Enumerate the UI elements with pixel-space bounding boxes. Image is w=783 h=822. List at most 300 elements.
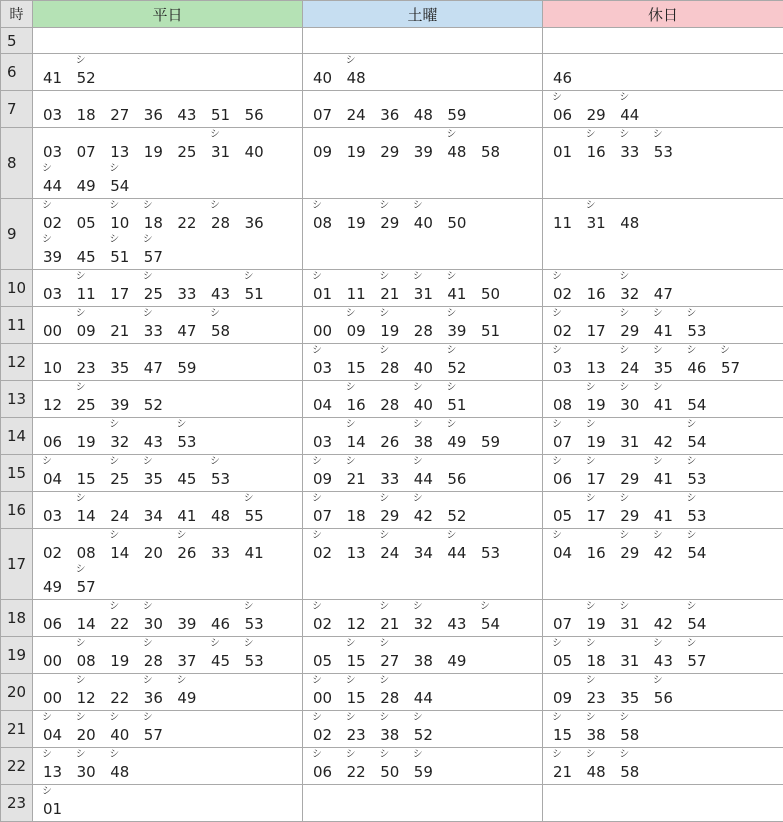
- departure-time: [310, 456, 344, 490]
- departure-minute: 12: [77, 689, 96, 707]
- departure-time: [310, 345, 344, 379]
- departure-minute: 36: [144, 689, 163, 707]
- departure-time: [74, 55, 108, 89]
- terminal-marker: シ: [210, 638, 220, 650]
- departure-minute: 09: [347, 322, 366, 340]
- departure-minute: 40: [414, 359, 433, 377]
- hour-column-header: 時: [1, 1, 33, 28]
- departure-minute: 54: [687, 615, 706, 633]
- departure-time: [550, 675, 584, 709]
- terminal-marker: シ: [42, 749, 52, 761]
- departure-minute: 40: [414, 214, 433, 232]
- terminal-marker: シ: [143, 271, 153, 283]
- terminal-marker: シ: [653, 456, 663, 468]
- departure-time: [411, 493, 445, 527]
- terminal-marker: シ: [143, 308, 153, 320]
- holiday-times-cell: [543, 785, 783, 822]
- departure-time: [107, 675, 141, 709]
- terminal-marker: シ: [76, 55, 86, 67]
- hour-row: [1, 381, 783, 418]
- departure-time: [174, 456, 208, 490]
- weekday-times-cell: [33, 748, 303, 785]
- departure-time: [344, 129, 378, 163]
- departure-minute: 53: [177, 433, 196, 451]
- terminal-marker: シ: [143, 456, 153, 468]
- departure-minute: 19: [77, 433, 96, 451]
- departure-minute: 57: [77, 578, 96, 596]
- departure-time: [344, 92, 378, 126]
- departure-time: [40, 200, 74, 234]
- departure-time: [141, 308, 175, 342]
- departure-time: [651, 345, 685, 379]
- saturday-times-cell: [303, 54, 543, 91]
- departure-time: [74, 564, 108, 598]
- timetable-body: [1, 28, 783, 822]
- departure-time: [444, 601, 478, 635]
- hour-row: [1, 128, 783, 199]
- departure-minute: 13: [347, 544, 366, 562]
- departure-minute: 21: [380, 285, 399, 303]
- departure-minute: 33: [144, 322, 163, 340]
- departure-minute: 28: [211, 214, 230, 232]
- terminal-marker: シ: [653, 345, 663, 357]
- departure-time: [411, 92, 445, 126]
- departure-time: [74, 308, 108, 342]
- terminal-marker: シ: [653, 638, 663, 650]
- departure-time: [584, 382, 618, 416]
- departure-minute: 23: [347, 726, 366, 744]
- terminal-marker: シ: [244, 271, 254, 283]
- departure-minute: 17: [110, 285, 129, 303]
- departure-time: [40, 129, 74, 163]
- terminal-marker: シ: [686, 345, 696, 357]
- departure-minute: 53: [245, 652, 264, 670]
- departure-time: [208, 92, 242, 126]
- terminal-marker: シ: [109, 234, 119, 246]
- departure-time: [40, 271, 74, 305]
- departure-minute: 57: [144, 248, 163, 266]
- departure-time: [74, 419, 108, 453]
- departure-minute: 47: [177, 322, 196, 340]
- departure-time: [617, 638, 651, 672]
- departure-time: [550, 712, 584, 746]
- departure-minute: 02: [313, 544, 332, 562]
- departure-minute: 15: [347, 652, 366, 670]
- departure-minute: 02: [313, 726, 332, 744]
- departure-time: [584, 530, 618, 564]
- terminal-marker: シ: [346, 712, 356, 724]
- departure-time: [141, 200, 175, 234]
- departure-minute: 57: [721, 359, 740, 377]
- departure-time: [444, 382, 478, 416]
- departure-time: [141, 530, 175, 564]
- departure-time: [617, 345, 651, 379]
- departure-minute: 10: [110, 214, 129, 232]
- departure-time: [444, 638, 478, 672]
- departure-time: [242, 200, 276, 234]
- departure-minute: 09: [553, 689, 572, 707]
- departure-minute: 00: [43, 689, 62, 707]
- departure-minute: 52: [77, 69, 96, 87]
- departure-minute: 16: [347, 396, 366, 414]
- departure-minute: 00: [313, 322, 332, 340]
- departure-minute: 21: [110, 322, 129, 340]
- departure-minute: 03: [43, 106, 62, 124]
- departure-minute: 22: [110, 615, 129, 633]
- departure-minute: 43: [654, 652, 673, 670]
- departure-time: [40, 712, 74, 746]
- departure-time: [208, 530, 242, 564]
- departure-minute: 08: [313, 214, 332, 232]
- holiday-times-cell: [543, 307, 783, 344]
- departure-minute: 16: [587, 285, 606, 303]
- departure-minute: 06: [43, 615, 62, 633]
- hour-label: 7: [1, 91, 33, 128]
- departure-minute: 44: [447, 544, 466, 562]
- departure-time: [411, 456, 445, 490]
- departure-time: [550, 55, 584, 89]
- departure-time: [617, 712, 651, 746]
- departure-minute: 55: [245, 507, 264, 525]
- departure-time: [208, 601, 242, 635]
- departure-minute: 31: [620, 615, 639, 633]
- departure-time: [344, 308, 378, 342]
- departure-minute: 20: [77, 726, 96, 744]
- terminal-marker: シ: [586, 675, 596, 687]
- departure-minute: 49: [447, 652, 466, 670]
- departure-time: [310, 712, 344, 746]
- departure-minute: 41: [177, 507, 196, 525]
- departure-time: [478, 530, 512, 564]
- departure-time: [174, 92, 208, 126]
- departure-minute: 29: [620, 470, 639, 488]
- terminal-marker: シ: [76, 638, 86, 650]
- departure-minute: 48: [587, 763, 606, 781]
- departure-minute: 58: [620, 763, 639, 781]
- departure-time: [377, 419, 411, 453]
- departure-minute: 32: [620, 285, 639, 303]
- departure-minute: 07: [313, 106, 332, 124]
- departure-minute: 47: [654, 285, 673, 303]
- departure-minute: 18: [347, 507, 366, 525]
- departure-time: [444, 308, 478, 342]
- departure-time: [617, 530, 651, 564]
- departure-time: [344, 419, 378, 453]
- departure-time: [377, 638, 411, 672]
- departure-minute: 06: [553, 106, 572, 124]
- terminal-marker: シ: [143, 601, 153, 613]
- departure-time: [74, 493, 108, 527]
- terminal-marker: シ: [446, 271, 456, 283]
- departure-time: [310, 638, 344, 672]
- departure-time: [411, 345, 445, 379]
- terminal-marker: シ: [210, 456, 220, 468]
- departure-time: [684, 530, 718, 564]
- terminal-marker: シ: [413, 456, 423, 468]
- departure-minute: 08: [553, 396, 572, 414]
- departure-time: [584, 712, 618, 746]
- departure-time: [107, 601, 141, 635]
- departure-time: [344, 345, 378, 379]
- departure-time: [40, 163, 74, 197]
- hour-row: [1, 748, 783, 785]
- terminal-marker: シ: [76, 564, 86, 576]
- departure-time: [242, 92, 276, 126]
- terminal-marker: シ: [619, 382, 629, 394]
- terminal-marker: シ: [346, 419, 356, 431]
- departure-minute: 59: [447, 106, 466, 124]
- terminal-marker: シ: [346, 749, 356, 761]
- terminal-marker: シ: [379, 271, 389, 283]
- departure-time: [208, 129, 242, 163]
- departure-time: [377, 129, 411, 163]
- departure-time: [550, 92, 584, 126]
- departure-time: [208, 200, 242, 234]
- departure-minute: 25: [177, 143, 196, 161]
- weekday-times-cell: [33, 91, 303, 128]
- departure-time: [617, 456, 651, 490]
- departure-minute: 02: [553, 322, 572, 340]
- weekday-times-cell: [33, 28, 303, 54]
- departure-time: [40, 345, 74, 379]
- departure-time: [411, 601, 445, 635]
- departure-time: [107, 345, 141, 379]
- departure-time: [310, 382, 344, 416]
- departure-minute: 03: [313, 359, 332, 377]
- departure-minute: 53: [654, 143, 673, 161]
- terminal-marker: シ: [619, 308, 629, 320]
- hour-label: 11: [1, 307, 33, 344]
- departure-time: [377, 382, 411, 416]
- terminal-marker: シ: [686, 601, 696, 613]
- terminal-marker: シ: [552, 419, 562, 431]
- holiday-times-cell: [543, 418, 783, 455]
- departure-minute: 54: [687, 433, 706, 451]
- departure-time: [411, 530, 445, 564]
- hour-row: [1, 28, 783, 54]
- holiday-times-cell: [543, 91, 783, 128]
- terminal-marker: シ: [42, 456, 52, 468]
- departure-minute: 41: [654, 470, 673, 488]
- departure-time: [107, 456, 141, 490]
- terminal-marker: シ: [76, 712, 86, 724]
- departure-time: [411, 200, 445, 234]
- departure-time: [617, 601, 651, 635]
- terminal-marker: シ: [312, 271, 322, 283]
- departure-time: [444, 456, 478, 490]
- departure-minute: 07: [553, 433, 572, 451]
- departure-time: [40, 786, 74, 820]
- terminal-marker: シ: [312, 749, 322, 761]
- saturday-times-cell: [303, 492, 543, 529]
- departure-minute: 19: [347, 143, 366, 161]
- departure-minute: 38: [414, 433, 433, 451]
- departure-minute: 52: [414, 726, 433, 744]
- holiday-times-cell: [543, 637, 783, 674]
- departure-minute: 33: [620, 143, 639, 161]
- departure-time: [40, 493, 74, 527]
- terminal-marker: シ: [346, 675, 356, 687]
- terminal-marker: シ: [446, 129, 456, 141]
- departure-time: [584, 419, 618, 453]
- terminal-marker: シ: [413, 382, 423, 394]
- terminal-marker: シ: [586, 456, 596, 468]
- departure-time: [74, 271, 108, 305]
- departure-time: [174, 493, 208, 527]
- terminal-marker: シ: [312, 675, 322, 687]
- departure-time: [344, 675, 378, 709]
- departure-minute: 39: [414, 143, 433, 161]
- departure-time: [74, 129, 108, 163]
- holiday-times-cell: [543, 128, 783, 199]
- departure-minute: 14: [110, 544, 129, 562]
- departure-minute: 17: [587, 470, 606, 488]
- departure-minute: 02: [43, 544, 62, 562]
- departure-minute: 51: [245, 285, 264, 303]
- departure-minute: 46: [211, 615, 230, 633]
- departure-minute: 50: [380, 763, 399, 781]
- departure-minute: 45: [77, 248, 96, 266]
- terminal-marker: シ: [552, 271, 562, 283]
- saturday-times-cell: [303, 91, 543, 128]
- departure-minute: 40: [313, 69, 332, 87]
- departure-minute: 38: [414, 652, 433, 670]
- departure-minute: 51: [447, 396, 466, 414]
- departure-time: [141, 382, 175, 416]
- departure-time: [40, 749, 74, 783]
- departure-time: [344, 530, 378, 564]
- departure-minute: 11: [77, 285, 96, 303]
- departure-time: [40, 308, 74, 342]
- departure-minute: 28: [380, 359, 399, 377]
- terminal-marker: シ: [42, 163, 52, 175]
- departure-minute: 56: [447, 470, 466, 488]
- hour-row: [1, 455, 783, 492]
- terminal-marker: シ: [42, 200, 52, 212]
- departure-minute: 43: [211, 285, 230, 303]
- departure-time: [584, 638, 618, 672]
- departure-minute: 25: [77, 396, 96, 414]
- departure-time: [411, 712, 445, 746]
- terminal-marker: シ: [413, 749, 423, 761]
- departure-time: [107, 419, 141, 453]
- departure-time: [377, 712, 411, 746]
- terminal-marker: シ: [176, 530, 186, 542]
- departure-time: [651, 493, 685, 527]
- departure-minute: 51: [481, 322, 500, 340]
- terminal-marker: シ: [653, 530, 663, 542]
- departure-minute: 01: [553, 143, 572, 161]
- terminal-marker: シ: [446, 308, 456, 320]
- departure-minute: 18: [144, 214, 163, 232]
- departure-minute: 41: [654, 396, 673, 414]
- departure-time: [310, 530, 344, 564]
- departure-time: [478, 271, 512, 305]
- departure-minute: 58: [620, 726, 639, 744]
- saturday-times-cell: [303, 748, 543, 785]
- departure-minute: 11: [347, 285, 366, 303]
- departure-minute: 28: [380, 689, 399, 707]
- departure-time: [584, 200, 618, 234]
- departure-time: [310, 419, 344, 453]
- terminal-marker: シ: [143, 234, 153, 246]
- terminal-marker: シ: [586, 493, 596, 505]
- departure-minute: 08: [77, 544, 96, 562]
- hour-label: 16: [1, 492, 33, 529]
- hour-label: 23: [1, 785, 33, 822]
- terminal-marker: シ: [176, 675, 186, 687]
- departure-time: [617, 419, 651, 453]
- departure-time: [74, 601, 108, 635]
- departure-time: [107, 163, 141, 197]
- departure-minute: 34: [414, 544, 433, 562]
- holiday-times-cell: [543, 54, 783, 91]
- hour-label: 18: [1, 600, 33, 637]
- departure-time: [617, 675, 651, 709]
- terminal-marker: シ: [312, 200, 322, 212]
- departure-time: [550, 638, 584, 672]
- departure-minute: 39: [447, 322, 466, 340]
- terminal-marker: シ: [552, 92, 562, 104]
- saturday-times-cell: [303, 711, 543, 748]
- departure-minute: 50: [481, 285, 500, 303]
- departure-minute: 27: [110, 106, 129, 124]
- departure-minute: 15: [553, 726, 572, 744]
- departure-time: [242, 601, 276, 635]
- departure-minute: 53: [687, 470, 706, 488]
- hour-label: 12: [1, 344, 33, 381]
- departure-minute: 42: [654, 615, 673, 633]
- weekday-times-cell: [33, 270, 303, 307]
- terminal-marker: シ: [446, 382, 456, 394]
- departure-minute: 14: [347, 433, 366, 451]
- terminal-marker: シ: [312, 601, 322, 613]
- departure-minute: 17: [587, 507, 606, 525]
- departure-minute: 05: [553, 652, 572, 670]
- departure-time: [74, 456, 108, 490]
- departure-time: [651, 530, 685, 564]
- departure-time: [651, 419, 685, 453]
- departure-time: [40, 55, 74, 89]
- terminal-marker: シ: [109, 601, 119, 613]
- departure-time: [684, 456, 718, 490]
- departure-minute: 29: [380, 143, 399, 161]
- departure-minute: 12: [347, 615, 366, 633]
- terminal-marker: シ: [379, 601, 389, 613]
- terminal-marker: シ: [379, 345, 389, 357]
- departure-minute: 57: [687, 652, 706, 670]
- departure-time: [550, 749, 584, 783]
- weekday-times-cell: [33, 674, 303, 711]
- departure-minute: 38: [587, 726, 606, 744]
- departure-time: [74, 163, 108, 197]
- departure-time: [107, 382, 141, 416]
- departure-minute: 04: [313, 396, 332, 414]
- departure-time: [40, 419, 74, 453]
- departure-time: [617, 382, 651, 416]
- departure-minute: 01: [43, 800, 62, 818]
- terminal-marker: シ: [586, 749, 596, 761]
- terminal-marker: シ: [379, 493, 389, 505]
- terminal-marker: シ: [586, 129, 596, 141]
- terminal-marker: シ: [312, 712, 322, 724]
- departure-minute: 28: [414, 322, 433, 340]
- departure-minute: 53: [245, 615, 264, 633]
- departure-minute: 22: [177, 214, 196, 232]
- terminal-marker: シ: [446, 530, 456, 542]
- terminal-marker: シ: [686, 530, 696, 542]
- terminal-marker: シ: [42, 234, 52, 246]
